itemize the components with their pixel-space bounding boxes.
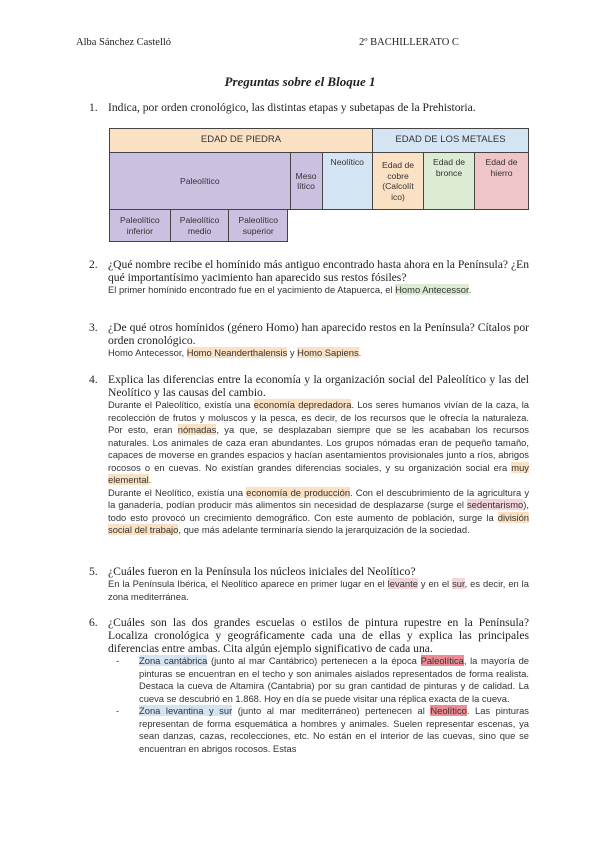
highlight-zona-levantina: Zona levantina y sur <box>139 705 233 716</box>
pal-inf-line-1: Paleolítico <box>120 215 160 225</box>
bronce-line-1: Edad de <box>432 157 466 167</box>
answer-span: y <box>287 347 298 358</box>
question-number: 1. <box>89 101 98 114</box>
highlight-sedentarismo: sedentarismo <box>466 499 524 510</box>
question-3 <box>89 321 529 360</box>
answer-span: , que más adelante terminaría siendo la jerarquización de la sociedad. <box>178 524 470 535</box>
pal-sup-line-1: Paleolítico <box>238 215 279 225</box>
question-number: 4. <box>89 373 98 386</box>
answer-span: . <box>148 474 152 485</box>
answer-paragraph-2 <box>108 487 529 537</box>
highlight-sur: sur <box>452 578 465 589</box>
bullet-item-levantina <box>116 705 529 755</box>
bullet-dash: - <box>116 655 120 666</box>
highlight-paleolitica: Paleolítica <box>420 655 464 666</box>
question-1 <box>89 101 529 114</box>
hierro-line-1: Edad de <box>485 157 518 167</box>
cell-paleolitico: Paleolítico <box>110 153 291 210</box>
bullet-list <box>116 655 530 755</box>
answer-span: , la mayoría de pinturas se encuentran en el techo y son animales aislados representados de forma realista. Destaca la cueva de Altamira (Cantabria) por su gran cantidad de pinturas y de calidad. La cueva se descubrió en 1.868. Hoy en día se puede visitar una réplica exacta de la cueva. <box>139 655 530 704</box>
empty-cell <box>373 210 424 242</box>
highlight-neolitico: Neolítico <box>430 705 467 716</box>
answer-span: En la Península Ibérica, el Neolítico aparece en primer lugar en el <box>108 578 388 589</box>
answer-span: El primer homínido encontrado fue en el yacimiento de Atapuerca, el <box>108 284 396 295</box>
answer-span: , es decir, en la zona mediterránea. <box>108 578 529 602</box>
question-number: 3. <box>89 321 98 334</box>
question-text: Explica las diferencias entre la economía y la organización social del Paleolítico y las del Neolítico y las causas del cambio. <box>108 373 529 399</box>
cell-paleolitico-superior <box>229 210 288 242</box>
highlight-levante: levante <box>387 578 418 589</box>
question-text: ¿Cuáles fueron en la Península los núcleos iniciales del Neolítico? <box>108 565 416 578</box>
highlight-sapiens: Homo Sapiens <box>297 347 359 358</box>
question-text: Indica, por orden cronológico, las distintas etapas y subetapas de la Prehistoria. <box>108 101 476 114</box>
question-text: ¿Cuáles son las dos grandes escuelas o estilos de pintura rupestre en la Península? Localiza cronológica y geográficamente cada una de ellas y explica las principales diferencias entre ambas. Cita algún ejemplo significativo de cada una. <box>108 616 529 655</box>
question-number: 6. <box>89 616 98 629</box>
pal-med-line-1: Paleolítico <box>179 215 220 225</box>
empty-cell <box>290 210 322 242</box>
question-number: 5. <box>89 565 98 578</box>
answer-span: Homo Antecessor, <box>108 347 187 358</box>
page-title: Preguntas sobre el Bloque 1 <box>224 74 376 89</box>
cell-neolitico: Neolítico <box>322 153 372 210</box>
question-text: ¿Qué nombre recibe el homínido más antiguo encontrado hasta ahora en la Península? ¿En qué importantísimo yacimiento han aparecido sus restos fósiles? <box>108 258 529 284</box>
answer-span: (junto al mar mediterráneo) pertenecen al <box>232 705 431 716</box>
highlight-homo-antecessor: Homo Antecessor <box>395 284 469 295</box>
question-2 <box>89 258 529 297</box>
cell-edad-piedra: EDAD DE PIEDRA <box>110 129 373 153</box>
empty-cell <box>475 210 529 242</box>
meso-line-1: Meso <box>295 170 317 181</box>
answer-span: y en el <box>417 578 453 589</box>
answer-span: Durante el Paleolítico, existía una <box>108 399 254 410</box>
pal-sup-line-2: superior <box>242 225 274 236</box>
cell-paleolitico-inferior <box>110 210 171 242</box>
answer-span: Durante el Neolítico, existía una <box>108 486 247 498</box>
cell-edad-hierro <box>475 153 529 210</box>
cell-edad-metales: EDAD DE LOS METALES <box>373 129 529 153</box>
answer-span: , ya que, se desplazaban siempre que se les acababan los recursos naturales. Los animales de caza eran abundantes. Los grupos nómadas eran de pequeño tamaño, capaces de moverse en grandes espacios y hacían asentamientos provisionales junto a ríos, abrigos rocosos o en cuevas. No existían grandes diferencias sociales, y su organización social era <box>108 424 529 473</box>
highlight-neanderthalensis: Homo Neanderthalensis <box>186 347 288 358</box>
cell-mesolitico <box>290 153 322 210</box>
pal-inf-line-2: inferior <box>126 225 153 236</box>
prehistory-table <box>109 128 529 242</box>
question-text: ¿De qué otros homínidos (género Homo) han aparecido restos en la Península? Cítalos por orden cronológico. <box>108 321 529 347</box>
highlight-economia-produccion: economía de producción <box>246 486 351 498</box>
header-course: 2º BACHILLERATO C <box>359 37 459 48</box>
highlight-zona-cantabrica: Zona cantábrica <box>139 655 208 666</box>
cell-edad-bronce <box>424 153 475 210</box>
highlight-economia-depredadora: economía depredadora <box>253 399 352 410</box>
empty-cell <box>424 210 475 242</box>
question-5 <box>89 565 529 603</box>
cobre-line-1: Edad de <box>381 160 415 170</box>
pal-med-line-2: medio <box>187 225 212 236</box>
answer-span: (junto al mar Cantábrico) pertenecen a la época <box>207 655 421 666</box>
answer-span: . <box>468 284 472 295</box>
answer-text <box>108 347 529 360</box>
answer-span: . Con el descubrimiento de la agricultura y la ganadería, podían producir más alimentos sin necesidad de desplazarse (surge el <box>108 486 530 510</box>
question-4 <box>89 373 529 537</box>
cobre-line-3: (Calcolít <box>382 181 414 191</box>
answer-span: . <box>358 347 362 358</box>
header-author: Alba Sánchez Castelló <box>76 37 172 48</box>
bullet-dash: - <box>116 705 120 716</box>
cobre-line-4: ico) <box>391 191 405 202</box>
answer-paragraph-1 <box>108 399 529 487</box>
answer-span: . Los seres humanos vivían de la caza, la recolección de frutos y moluscos y la pesca, es decir, de los recursos que le ofrecía la naturaleza. Por esto, eran <box>108 399 530 435</box>
hierro-line-2: hierro <box>490 167 513 178</box>
bronce-line-2: bronce <box>435 167 463 178</box>
answer-text <box>108 284 529 297</box>
answer-text <box>108 578 529 603</box>
highlight-division-social: división social del trabajo <box>108 511 529 535</box>
answer-span: . Las pinturas representan de forma esquemática a hombres y animales. Suelen representar escenas, ya sean danzas, cazas, recolecciones, etc. No están en el interior de las cuevas, sino que se encuentran en abrigos rocosos. Estas <box>139 705 529 754</box>
answer-span: ), todo esto provocó un crecimiento demográfico. Con este aumento de población, surge la <box>108 499 529 523</box>
cell-edad-cobre <box>373 153 424 210</box>
cell-paleolitico-medio <box>170 210 229 242</box>
cobre-line-2: cobre <box>387 170 409 181</box>
question-6 <box>89 616 529 755</box>
question-number: 2. <box>89 258 98 271</box>
bullet-item-cantabrica <box>116 655 530 705</box>
meso-line-2: lítico <box>297 181 315 191</box>
empty-cell <box>322 210 372 242</box>
highlight-nomadas: nómadas <box>177 424 217 435</box>
highlight-muy-elemental: muy elemental <box>108 461 529 485</box>
